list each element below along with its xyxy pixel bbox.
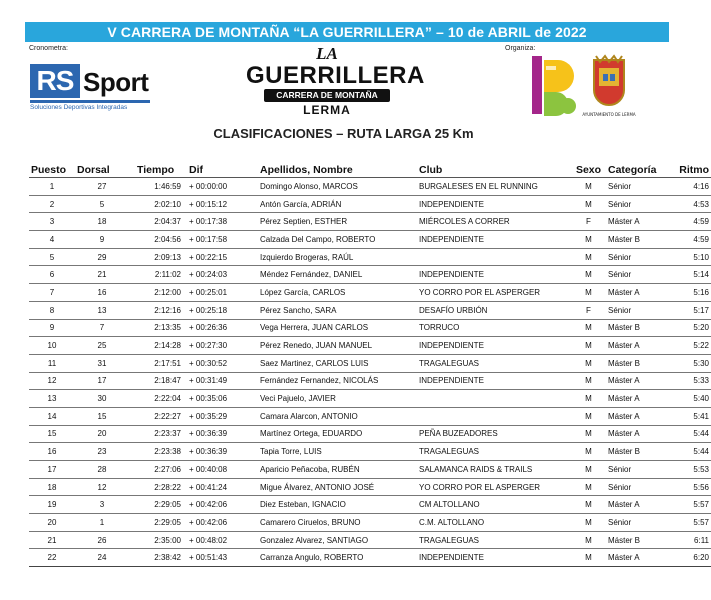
cell-tiempo: 2:29:05: [129, 514, 183, 532]
cell-nombre: Diez Esteban, IGNACIO: [258, 496, 417, 514]
rs-logo-tagline: Soluciones Deportivas Integradas: [30, 104, 128, 111]
cell-club: PEÑA BUZEADORES: [417, 425, 571, 443]
cell-tiempo: 2:22:27: [129, 407, 183, 425]
cell-sexo: M: [571, 319, 606, 337]
cell-club: YO CORRO POR EL ASPERGER: [417, 478, 571, 496]
cell-dif: + 00:35:06: [183, 390, 258, 408]
table-row: [29, 301, 711, 319]
cell-puesto: 17: [29, 461, 75, 479]
event-title-banner: [25, 22, 669, 42]
table-row: [29, 549, 711, 567]
cell-ritmo: 5:57: [674, 514, 711, 532]
cell-dif: + 00:17:38: [183, 213, 258, 231]
cell-dif: + 00:24:03: [183, 266, 258, 284]
cell-nombre: Martínez Ortega, EDUARDO: [258, 425, 417, 443]
cell-tiempo: 1:46:59: [129, 178, 183, 196]
cell-dorsal: 20: [75, 425, 129, 443]
cell-puesto: 21: [29, 531, 75, 549]
cell-categoria: Máster B: [606, 443, 674, 461]
cell-sexo: M: [571, 461, 606, 479]
cell-club: MIÉRCOLES A CORRER: [417, 213, 571, 231]
cell-ritmo: 5:10: [674, 248, 711, 266]
cell-puesto: 8: [29, 301, 75, 319]
cell-sexo: M: [571, 248, 606, 266]
rs-logo-word: Sport: [83, 67, 149, 97]
cell-tiempo: 2:38:42: [129, 549, 183, 567]
cell-tiempo: 2:04:37: [129, 213, 183, 231]
cell-club: YO CORRO POR EL ASPERGER: [417, 284, 571, 302]
cell-dif: + 00:40:08: [183, 461, 258, 479]
cell-tiempo: 2:18:47: [129, 372, 183, 390]
cell-dorsal: 7: [75, 319, 129, 337]
cell-club: [417, 390, 571, 408]
cell-categoria: Sénior: [606, 478, 674, 496]
cell-dif: + 00:27:30: [183, 337, 258, 355]
cell-categoria: Máster A: [606, 425, 674, 443]
cell-dorsal: 31: [75, 354, 129, 372]
cell-tiempo: 2:13:35: [129, 319, 183, 337]
table-row: [29, 461, 711, 479]
header-ritmo: Ritmo: [674, 163, 711, 178]
cell-puesto: 11: [29, 354, 75, 372]
cell-nombre: Fernández Fernandez, NICOLÁS: [258, 372, 417, 390]
cell-club: INDEPENDIENTE: [417, 549, 571, 567]
table-row: [29, 266, 711, 284]
cell-dif: + 00:25:01: [183, 284, 258, 302]
cell-ritmo: 5:41: [674, 407, 711, 425]
cell-dif: + 00:48:02: [183, 531, 258, 549]
cell-ritmo: 5:17: [674, 301, 711, 319]
cell-sexo: M: [571, 266, 606, 284]
cell-categoria: Sénior: [606, 301, 674, 319]
cell-categoria: Máster A: [606, 407, 674, 425]
cell-categoria: Máster A: [606, 213, 674, 231]
table-row: [29, 354, 711, 372]
cell-puesto: 12: [29, 372, 75, 390]
table-row: [29, 231, 711, 249]
cell-dif: + 00:35:29: [183, 407, 258, 425]
cell-sexo: M: [571, 425, 606, 443]
cell-sexo: M: [571, 407, 606, 425]
cell-categoria: Máster A: [606, 390, 674, 408]
header-nombre: Apellidos, Nombre: [258, 163, 417, 178]
cell-dorsal: 16: [75, 284, 129, 302]
cell-club: DESAFÍO URBIÓN: [417, 301, 571, 319]
cell-tiempo: 2:02:10: [129, 195, 183, 213]
cell-dif: + 00:41:24: [183, 478, 258, 496]
table-row: [29, 319, 711, 337]
cell-nombre: Vega Herrera, JUAN CARLOS: [258, 319, 417, 337]
cell-puesto: 2: [29, 195, 75, 213]
cell-categoria: Sénior: [606, 514, 674, 532]
cell-ritmo: 4:53: [674, 195, 711, 213]
cell-tiempo: 2:35:00: [129, 531, 183, 549]
header-club: Club: [417, 163, 571, 178]
cell-nombre: Gonzalez Alvarez, SANTIAGO: [258, 531, 417, 549]
cell-nombre: Pérez Sancho, SARA: [258, 301, 417, 319]
burgos-diputacion-logo: [530, 54, 580, 120]
cell-dorsal: 3: [75, 496, 129, 514]
cell-puesto: 18: [29, 478, 75, 496]
cell-categoria: Máster A: [606, 549, 674, 567]
cell-dif: + 00:26:36: [183, 319, 258, 337]
table-row: [29, 195, 711, 213]
cell-dif: + 00:51:43: [183, 549, 258, 567]
table-row: [29, 407, 711, 425]
cell-nombre: Tapia Torre, LUIS: [258, 443, 417, 461]
cell-categoria: Sénior: [606, 178, 674, 196]
cell-dif: + 00:17:58: [183, 231, 258, 249]
cell-dif: + 00:42:06: [183, 514, 258, 532]
cell-ritmo: 5:20: [674, 319, 711, 337]
cell-sexo: M: [571, 195, 606, 213]
cell-club: CM ALTOLLANO: [417, 496, 571, 514]
classification-title: CLASIFICACIONES – RUTA LARGA 25 Km: [213, 126, 474, 141]
cell-puesto: 19: [29, 496, 75, 514]
rs-sport-logo: [30, 64, 152, 112]
table-row: [29, 478, 711, 496]
organiza-label: Organiza:: [505, 45, 536, 52]
cell-puesto: 1: [29, 178, 75, 196]
cell-dorsal: 15: [75, 407, 129, 425]
cell-tiempo: 2:22:04: [129, 390, 183, 408]
cell-nombre: Carranza Angulo, ROBERTO: [258, 549, 417, 567]
cell-dif: + 00:00:00: [183, 178, 258, 196]
results-table: [29, 163, 711, 567]
cell-puesto: 7: [29, 284, 75, 302]
cell-dorsal: 27: [75, 178, 129, 196]
cell-categoria: Máster B: [606, 354, 674, 372]
cell-puesto: 6: [29, 266, 75, 284]
cell-categoria: Máster A: [606, 372, 674, 390]
cell-puesto: 5: [29, 248, 75, 266]
cell-sexo: M: [571, 514, 606, 532]
cell-categoria: Máster B: [606, 531, 674, 549]
cell-nombre: López García, CARLOS: [258, 284, 417, 302]
cell-nombre: Camara Alarcon, ANTONIO: [258, 407, 417, 425]
cell-dif: + 00:15:12: [183, 195, 258, 213]
table-row: [29, 178, 711, 196]
cell-puesto: 15: [29, 425, 75, 443]
table-row: [29, 425, 711, 443]
cell-nombre: Aparicio Peñacoba, RUBÉN: [258, 461, 417, 479]
cell-sexo: M: [571, 337, 606, 355]
cell-ritmo: 4:16: [674, 178, 711, 196]
event-logo-ribbon: CARRERA DE MONTAÑA: [264, 89, 390, 102]
table-row: [29, 514, 711, 532]
cell-ritmo: 5:44: [674, 443, 711, 461]
cell-club: BURGALESES EN EL RUNNING: [417, 178, 571, 196]
cell-dorsal: 13: [75, 301, 129, 319]
cell-nombre: Saez Martinez, CARLOS LUIS: [258, 354, 417, 372]
cell-club: INDEPENDIENTE: [417, 231, 571, 249]
cell-ritmo: 5:14: [674, 266, 711, 284]
cell-club: INDEPENDIENTE: [417, 372, 571, 390]
table-row: [29, 531, 711, 549]
cell-categoria: Máster A: [606, 284, 674, 302]
cell-sexo: M: [571, 549, 606, 567]
cell-tiempo: 2:14:28: [129, 337, 183, 355]
cell-tiempo: 2:11:02: [129, 266, 183, 284]
guerrillera-event-logo: [246, 44, 425, 120]
cell-sexo: M: [571, 231, 606, 249]
cell-categoria: Máster A: [606, 496, 674, 514]
cell-sexo: M: [571, 372, 606, 390]
cell-tiempo: 2:12:16: [129, 301, 183, 319]
table-row: [29, 443, 711, 461]
event-title: V CARRERA DE MONTAÑA “LA GUERRILLERA” – 10 de ABRIL de 2022: [107, 24, 587, 40]
header-tiempo: Tiempo: [129, 163, 183, 178]
cell-dorsal: 9: [75, 231, 129, 249]
cell-sexo: M: [571, 496, 606, 514]
cell-dorsal: 21: [75, 266, 129, 284]
cell-tiempo: 2:23:38: [129, 443, 183, 461]
cell-dif: + 00:22:15: [183, 248, 258, 266]
cell-nombre: Antón García, ADRIÁN: [258, 195, 417, 213]
cell-tiempo: 2:23:37: [129, 425, 183, 443]
table-row: [29, 390, 711, 408]
cell-categoria: Sénior: [606, 248, 674, 266]
cell-categoria: Sénior: [606, 461, 674, 479]
cell-categoria: Máster B: [606, 319, 674, 337]
cell-ritmo: 5:30: [674, 354, 711, 372]
event-logo-town: LERMA: [303, 103, 351, 117]
cell-tiempo: 2:17:51: [129, 354, 183, 372]
cell-sexo: M: [571, 478, 606, 496]
cell-dorsal: 23: [75, 443, 129, 461]
header-dorsal: Dorsal: [75, 163, 129, 178]
cell-dorsal: 30: [75, 390, 129, 408]
cell-dorsal: 5: [75, 195, 129, 213]
cell-ritmo: 5:57: [674, 496, 711, 514]
cell-sexo: M: [571, 531, 606, 549]
cell-sexo: F: [571, 213, 606, 231]
cell-puesto: 16: [29, 443, 75, 461]
table-row: [29, 248, 711, 266]
cell-ritmo: 5:40: [674, 390, 711, 408]
cell-ritmo: 5:16: [674, 284, 711, 302]
cell-ritmo: 5:33: [674, 372, 711, 390]
cell-club: INDEPENDIENTE: [417, 266, 571, 284]
table-row: [29, 337, 711, 355]
cell-dorsal: 18: [75, 213, 129, 231]
cell-tiempo: 2:12:00: [129, 284, 183, 302]
cell-dorsal: 12: [75, 478, 129, 496]
cell-club: TRAGALEGUAS: [417, 531, 571, 549]
cell-dorsal: 29: [75, 248, 129, 266]
results-body: [29, 178, 711, 567]
cell-dorsal: 28: [75, 461, 129, 479]
cell-nombre: Pérez Septien, ESTHER: [258, 213, 417, 231]
cell-puesto: 10: [29, 337, 75, 355]
ayto-caption: AYUNTAMIENTO DE LERMA: [582, 112, 636, 117]
lerma-coat-of-arms-icon: [582, 54, 636, 120]
cell-dif: + 00:42:06: [183, 496, 258, 514]
cell-ritmo: 4:59: [674, 231, 711, 249]
cell-ritmo: 6:20: [674, 549, 711, 567]
rs-logo-underline: [30, 100, 150, 103]
cell-categoria: Máster B: [606, 231, 674, 249]
cell-puesto: 4: [29, 231, 75, 249]
header-categoria: Categoría: [606, 163, 674, 178]
cell-sexo: F: [571, 301, 606, 319]
cell-ritmo: 5:56: [674, 478, 711, 496]
cell-nombre: Pérez Renedo, JUAN MANUEL: [258, 337, 417, 355]
cell-nombre: Méndez Fernández, DANIEL: [258, 266, 417, 284]
cell-sexo: M: [571, 354, 606, 372]
cell-nombre: Izquierdo Brogeras, RAÚL: [258, 248, 417, 266]
cell-dif: + 00:31:49: [183, 372, 258, 390]
cell-ritmo: 5:44: [674, 425, 711, 443]
table-row: [29, 213, 711, 231]
cell-club: SALAMANCA RAIDS & TRAILS: [417, 461, 571, 479]
cell-tiempo: 2:29:05: [129, 496, 183, 514]
cell-puesto: 9: [29, 319, 75, 337]
cell-dorsal: 26: [75, 531, 129, 549]
cell-tiempo: 2:27:06: [129, 461, 183, 479]
cell-sexo: M: [571, 390, 606, 408]
cell-club: [417, 407, 571, 425]
cell-puesto: 22: [29, 549, 75, 567]
cell-dorsal: 25: [75, 337, 129, 355]
cell-nombre: Veci Pajuelo, JAVIER: [258, 390, 417, 408]
cell-club: INDEPENDIENTE: [417, 337, 571, 355]
cell-club: [417, 248, 571, 266]
cell-nombre: Camarero Ciruelos, BRUNO: [258, 514, 417, 532]
cell-puesto: 20: [29, 514, 75, 532]
cell-tiempo: 2:09:13: [129, 248, 183, 266]
table-row: [29, 284, 711, 302]
header-puesto: Puesto: [29, 163, 75, 178]
cell-puesto: 13: [29, 390, 75, 408]
header-sexo: Sexo: [571, 163, 606, 178]
results-header-row: [29, 163, 711, 178]
cell-dif: + 00:36:39: [183, 425, 258, 443]
cell-sexo: M: [571, 443, 606, 461]
table-row: [29, 496, 711, 514]
cell-dif: + 00:25:18: [183, 301, 258, 319]
event-logo-la: LA: [316, 44, 338, 63]
cell-ritmo: 5:22: [674, 337, 711, 355]
cell-ritmo: 5:53: [674, 461, 711, 479]
cell-puesto: 14: [29, 407, 75, 425]
cell-puesto: 3: [29, 213, 75, 231]
cell-nombre: Migue Álvarez, ANTONIO JOSÉ: [258, 478, 417, 496]
cronometra-label: Cronometra:: [29, 45, 68, 52]
cell-club: TRAGALEGUAS: [417, 354, 571, 372]
cell-club: C.M. ALTOLLANO: [417, 514, 571, 532]
event-logo-name: GUERRILLERA: [246, 62, 425, 89]
cell-dif: + 00:36:39: [183, 443, 258, 461]
cell-nombre: Domingo Alonso, MARCOS: [258, 178, 417, 196]
cell-categoria: Sénior: [606, 195, 674, 213]
cell-categoria: Máster A: [606, 337, 674, 355]
header-dif: Dif: [183, 163, 258, 178]
table-row: [29, 372, 711, 390]
cell-club: TRAGALEGUAS: [417, 443, 571, 461]
cell-dif: + 00:30:52: [183, 354, 258, 372]
cell-sexo: M: [571, 178, 606, 196]
cell-club: TORRUCO: [417, 319, 571, 337]
cell-categoria: Sénior: [606, 266, 674, 284]
cell-dorsal: 17: [75, 372, 129, 390]
cell-sexo: M: [571, 284, 606, 302]
cell-tiempo: 2:28:22: [129, 478, 183, 496]
cell-dorsal: 24: [75, 549, 129, 567]
cell-dorsal: 1: [75, 514, 129, 532]
cell-tiempo: 2:04:56: [129, 231, 183, 249]
cell-nombre: Calzada Del Campo, ROBERTO: [258, 231, 417, 249]
cell-club: INDEPENDIENTE: [417, 195, 571, 213]
rs-logo-box: RS: [30, 64, 80, 98]
cell-ritmo: 4:59: [674, 213, 711, 231]
cell-ritmo: 6:11: [674, 531, 711, 549]
